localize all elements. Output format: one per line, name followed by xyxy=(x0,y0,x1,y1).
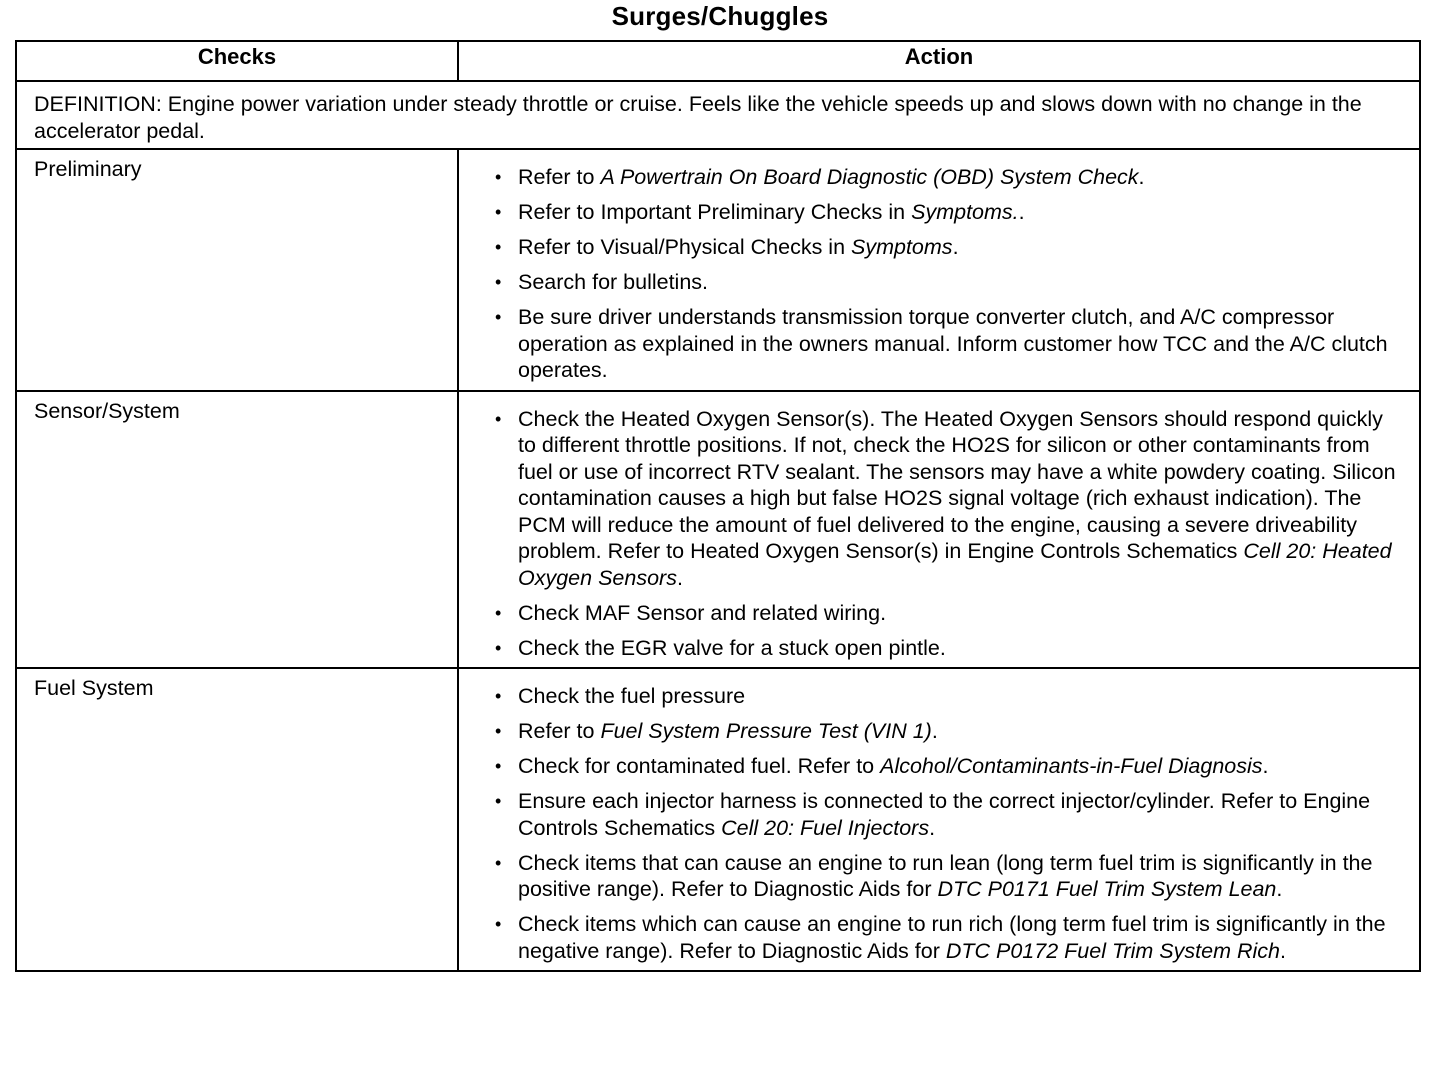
header-row xyxy=(16,41,1420,81)
list-item: • Check items that can cause an engine to run lean (long term fuel trim is significantly in the positive range). Refer to Diagnostic Aids for DTC P0171 Fuel Trim System Lean. xyxy=(495,850,1405,903)
list-item: • Be sure driver understands transmission torque converter clutch, and A/C compressor operation as explained in the owners manual. Inform customer how TCC and the A/C clutch operates. xyxy=(495,304,1405,384)
table-row xyxy=(16,391,1420,669)
list-item: • Check items which can cause an engine to run rich (long term fuel trim is significantly in the negative range). Refer to Diagnostic Aids for DTC P0172 Fuel Trim System Rich. xyxy=(495,911,1405,964)
header-action: Action xyxy=(458,41,1420,81)
diagnostic-table xyxy=(15,40,1421,972)
list-item: • Ensure each injector harness is connected to the correct injector/cylinder. Refer to Engine Controls Schematics Cell 20: Fuel Injectors. xyxy=(495,788,1405,841)
action-list xyxy=(495,683,1405,964)
list-item: • Check the EGR valve for a stuck open pintle. xyxy=(495,635,1405,662)
definition-text: DEFINITION: Engine power variation under steady throttle or cruise. Feels like the vehicle speeds up and slows down with no change in the accelerator pedal. xyxy=(16,81,1420,149)
page-title: Surges/Chuggles xyxy=(611,1,829,31)
action-list xyxy=(495,164,1405,384)
action-cell xyxy=(458,668,1420,971)
list-item: • Check the Heated Oxygen Sensor(s). The Heated Oxygen Sensors should respond quickly to different throttle positions. If not, check the HO2S for silicon or other contaminants from fuel or use of incorrect RTV sealant. The sensors may have a white powdery coating. Silicon contamination causes a high but false HO2S signal voltage (rich exhaust indication). The PCM will reduce the amount of fuel delivered to the engine, causing a severe driveability problem. Refer to Heated Oxygen Sensor(s) in Engine Controls Schematics Cell 20: Heated Oxygen Sensors. xyxy=(495,406,1405,592)
action-cell xyxy=(458,391,1420,669)
header-checks: Checks xyxy=(16,41,458,81)
table-row xyxy=(16,149,1420,391)
check-cell: Sensor/System xyxy=(16,391,458,669)
definition-row xyxy=(16,81,1420,149)
action-cell xyxy=(458,149,1420,391)
action-list xyxy=(495,406,1405,662)
list-item: • Check for contaminated fuel. Refer to Alcohol/Contaminants-in-Fuel Diagnosis. xyxy=(495,753,1405,780)
list-item: • Check MAF Sensor and related wiring. xyxy=(495,600,1405,627)
check-cell: Fuel System xyxy=(16,668,458,971)
list-item: • Refer to Important Preliminary Checks in Symptoms.. xyxy=(495,199,1405,226)
list-item: • Search for bulletins. xyxy=(495,269,1405,296)
list-item: • Check the fuel pressure xyxy=(495,683,1405,710)
list-item: • Refer to A Powertrain On Board Diagnostic (OBD) System Check. xyxy=(495,164,1405,191)
check-cell: Preliminary xyxy=(16,149,458,391)
table-row xyxy=(16,668,1420,971)
list-item: • Refer to Fuel System Pressure Test (VIN 1). xyxy=(495,718,1405,745)
list-item: • Refer to Visual/Physical Checks in Symptoms. xyxy=(495,234,1405,261)
